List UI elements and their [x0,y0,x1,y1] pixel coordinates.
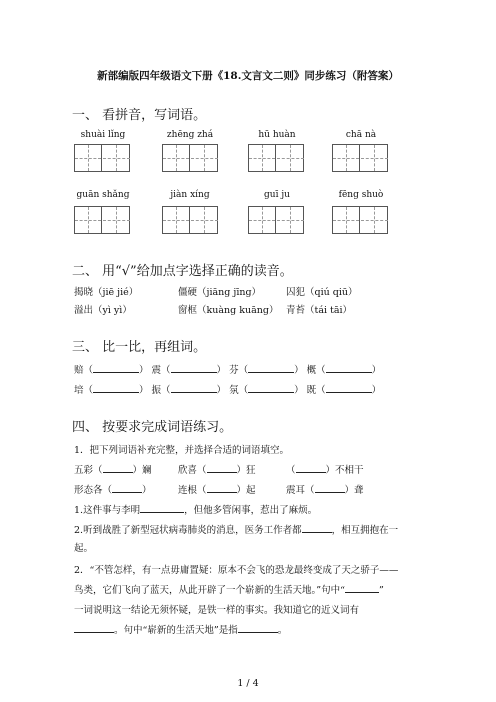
section-4-heading: 四、 按要求完成词语练习。 [72,420,233,435]
sentence-fill: 1.这件事与李明 ，但他多管闲事，惹出了麻烦。 [74,502,317,516]
reading-choice[interactable]: 青苔（tái tāi） [286,305,353,316]
reading-choice[interactable]: 揭晓（jiē jié） [74,287,139,298]
answer-blank[interactable] [93,382,139,393]
writing-grid[interactable] [332,206,388,234]
answer-blank[interactable] [302,522,332,533]
answer-blank[interactable] [103,462,133,473]
pinyin-label: chā nà [345,130,377,140]
compare-item: ） 氛（ [216,385,249,396]
answer-blank[interactable] [315,482,345,493]
writing-grid[interactable] [74,144,130,172]
sentence-fill: 2.听到战胜了新型冠状病毒肺炎的消息，医务工作者都 ，相互拥抱在一 [74,522,398,536]
question-2-text: 鸟类，它们飞向了蓝天，从此开辟了一个崭新的生活天地。”句中“ ” [74,582,384,596]
reading-choice[interactable]: 僵硬（jiāng jīng） [178,287,262,298]
answer-blank[interactable] [112,482,142,493]
compare-row [74,362,381,376]
compare-item: ） 芬（ [216,365,249,376]
writing-grid[interactable] [162,144,218,172]
compare-item: 赔（ [74,365,94,376]
answer-blank[interactable] [238,622,278,633]
compare-item: ） [371,365,382,376]
compare-item: 培（ [74,385,94,396]
writing-grid[interactable] [248,144,304,172]
document-title: 新部编版四年级语文下册《18.文言文二则》同步练习（附答案） [97,70,399,82]
pinyin-label: fēng shuò [338,190,384,200]
idiom-fill: 形态各（ ） [74,482,152,496]
idiom-fill: 连根（ ）起 [178,482,256,496]
writing-grid[interactable] [332,144,388,172]
idiom-fill: 五彩（ ）斓 [74,462,152,476]
writing-grid[interactable] [162,206,218,234]
answer-blank[interactable] [326,362,372,373]
pinyin-label: guī ju [264,190,290,200]
compare-item: ） 震（ [139,365,171,376]
section-2-heading: 二、 用“√”给加点字选择正确的读音。 [72,264,293,279]
compare-item: ） [371,385,382,396]
answer-blank[interactable] [345,582,379,593]
compare-row [74,382,381,396]
answer-blank[interactable] [326,382,372,393]
pinyin-label: shuài lǐng [80,130,126,140]
writing-grid[interactable] [74,206,130,234]
pinyin-label: jiàn xíng [170,190,210,200]
idiom-fill: （ ）不相干 [286,462,364,476]
question-2-text: 一词说明这一结论无须怀疑，是铁一样的事实。我知道它的近义词有 [74,605,360,616]
reading-choice[interactable]: 溢出（yì yì） [74,305,132,316]
answer-blank[interactable] [296,462,326,473]
question-1-instruction: 1．把下列词语补充完整，并选择合适的词语填空。 [74,445,290,456]
page-number: 1 / 4 [237,678,259,689]
question-2-text: 。句中“崭新的生活天地”是指 。 [74,622,287,636]
pinyin-label: guān shǎng [76,190,130,200]
answer-blank[interactable] [248,362,294,373]
idiom-fill: 震耳（ ）聋 [286,482,364,496]
compare-item: ） 既（ [294,385,326,396]
pinyin-label: hū huàn [258,130,296,140]
reading-choice[interactable]: 窗框（kuàng kuāng） [178,305,279,316]
sentence-fill-continued: 起。 [74,543,94,554]
answer-blank[interactable] [93,362,139,373]
answer-blank[interactable] [171,382,217,393]
pinyin-label: zhēng zhá [166,130,214,140]
answer-blank[interactable] [207,482,237,493]
question-2-text: 2．“不管怎样，有一点毋庸置疑：原本不会飞的恐龙最终变成了天之骄子—— [74,565,399,576]
idiom-fill: 欣喜（ ）狂 [178,462,256,476]
reading-choice[interactable]: 囚犯（qiú qiū） [286,287,358,298]
answer-blank[interactable] [140,502,184,513]
answer-blank[interactable] [207,462,237,473]
writing-grid[interactable] [248,206,304,234]
answer-blank[interactable] [248,382,294,393]
answer-blank[interactable] [171,362,217,373]
section-1-heading: 一、 看拼音，写词语。 [72,108,207,123]
compare-item: ） 概（ [294,365,326,376]
compare-item: ） 振（ [139,385,171,396]
section-3-heading: 三、 比一比，再组词。 [72,340,207,355]
answer-blank[interactable] [74,622,114,633]
